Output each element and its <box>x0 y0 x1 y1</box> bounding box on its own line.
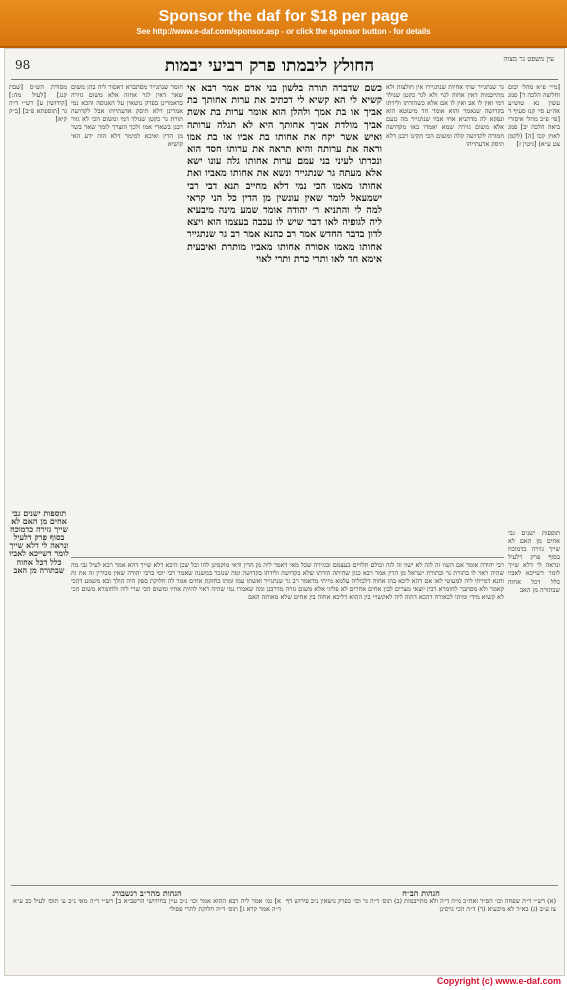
sponsor-subtitle[interactable]: See http://www.e-daf.com/sponsor.asp - or click the sponsor button - for details <box>136 27 431 36</box>
copyright-link[interactable]: Copyright (c) www.e-daf.com <box>436 976 561 986</box>
tosafot-column: חומר שנתגייר מסתברא דאסור ליה בהן משום שאר דאין לגר אחוה אלא משום גזירה כדאמרינן בפרק נושאין על האנוסה והכא נמי אמרינן דלא תיסק אדעתייהו אבל לקדושה תורת גר כקטן שנולד דמי ומשום הכי לא גזור רבנן בשארי אמו ולכך הוצרך לומר שאר בשר מן הדין ואיכא למימר דלא הוה ידע האי קושיא <box>71 83 183 148</box>
running-head: החולץ ליבמתו פרק רביעי יבמות <box>164 56 375 76</box>
lower-commentary: רבי יהודה אומר אם השוו זה לזה לא ישוו זה לזה וכולם תלויים בעצמם ובגזירה שכל מאי דאמר ליה מן הדין ודאי מוקמינן להו וכל שכן היכא דלא שייך דהא אמר רבא לעיל גבי מה שהיה ראוי לו בתורת גר ובתורת ישראל מן הדין אמר רבא כגון שהיתה הורתו שלא בקדושה ולידתו בקדושה ומה שנזכר במשנה שאמר רבי יוסי ברבי יהודה שאין מכירין זה את זה ותנא דמייתי ליה למעוטי לאו אם דהא ליכא בהו אחוה דלכוליה עלמא מייתי מדאמר רב גר שנתגייר ואשתו עמו ומתו בחזקת אחים אמר לה חלוקת ספק היה הולך ובא משמע דהכי קאמר ולא מסתבר לחומרא דבין יוצאי מצרים לבין אחים אחרים לא פליגי אלא משום גזרה מדרבנן ומה שאמרו נמי שהיה ראוי להיות אחיו ומשום הכי שרי ליה ולחומרא משום הכי לא קשיא מידי ומיהו לכאורה דהכא דהוה ליה לאקשויי בין ההוא דליכא אחוה בין אחים שלא מאותה האם <box>71 561 504 602</box>
left-sidebar-title: תוספות ישנים גבי אחים מן האם לא שייך גזירה כדמוכח בסוף פרק דלעיל ונראה לי דלא שייך לומר דשייכא לאביו כלל דכל אחוה שבתורה מן האב <box>9 509 69 575</box>
sponsor-banner[interactable] <box>0 0 567 48</box>
page-header <box>11 53 558 80</box>
tractate-note: עין משפט נר מצוה <box>503 55 554 63</box>
footer-title-right: הגהות הב״ח <box>402 889 440 898</box>
footer-text-left: א] גמ׳ אמר ליה רבא ההוא אמר וכו׳ נ״ב עיין בחידושי הרשב״א ב] רש״י ד״ה מאי נ״ב ע׳ תוס׳ לעיל כב ע״א ד״ה אמר קרא ג] תוס׳ ד״ה חלוקת לתרי פסולי <box>13 897 281 914</box>
sponsor-title[interactable]: Sponsor the daf for $18 per page <box>158 8 409 25</box>
footer-gloss-right <box>286 889 556 969</box>
far-left-notes: מסורת הש״ס [שבת קנג] [לעיל מה:] [קידושין ע] רש״י ד״ה גר [תוספתא פ״ב] [ב״ק קיא] <box>9 83 67 124</box>
footer-text-right: (א) רש״י ד״ה שפחה וכו׳ הס״ד ואח״כ מ״ה ד״ה ולא מתייבמות (ב) תוס׳ ד״ה גר וכו׳ בפרק נושאין נ״ב פירוש דף צז ע״ב (ג) בא״ד לא מיבעיא (ד) ד״ה הכי גרסינן <box>286 897 556 914</box>
page-number: 98 <box>15 58 31 72</box>
right-sidebar-block: תוספות ישנים גבי אחים מן האם לא שייך גזירה כדמוכח בסוף פרק דלעיל ונראה לי דלא שייך לומר דשייכא לאביו כלל דכל אחוה שבתורה מן האב <box>508 529 560 594</box>
left-sidebar-block <box>9 509 69 869</box>
gemara-text: כשם שדברה תורה בלשון בני אדם אמר רבא אי קשיא לי הא קשיא לי דכתיב את ערות אחותך בת אביך או בת אמך ולהלן הוא אומר ערות בת אשת אביך מולדת אביך אחותך היא לא תגלה ערותה ואיש אשר יקח את אחותו בת אביו או בת אמו וראה את ערותה והיא תראה את ערותו חסד הוא ונכרתו לעיני בני עמם ערות אחותו גלה עונו ישא אלא מעתה גר שנתגייר ונשא את אחותו מאביו ואת אחותו מאמו הכי נמי דלא מחייב תנא דבי רבי ישמעאל לומר שאין עונשין מן הדין כל הני קראי למה לי והתניא ר׳ יהודה אומר שמע מינה מיבעיא ליה לגופיה לאו דבר שיש לו עכבה בעצמו הוא ויצא לדון בדבר החדש אמר רב כהנא אמר רב גר שנתגייר אחותו מאמו אסורה אחותו מאביו מותרת ואיבעית אימא חד לאו ותרי כרת ותרי לאוי <box>187 83 382 265</box>
talmud-page-scan <box>4 48 565 976</box>
rashi-column: גר שנתגייר שתי אחיות שנתגיירו אין חולצות ולא מתייבמות דאין אחוה לגוי ולא לגר כקטן שנולד דמי ואין לו אב ואין לו אם אלא כשהורתו ולידתו בקדושה שנאמר והוא אומר חד מיעוטא הוא ונפקא לה מדתניא אחי אביו שנתגייר מה טעם אלא משום גזירה שמא יאמרו באו מקדושה חמורה לקדושה קלה ומשום הכי תקינו רבנן דלא תיסק אדעתייהו <box>386 83 504 148</box>
margin-notes: [מיי׳ פ״א מהל׳ יבום וחליצה הלכה ד] סמג עשין נא טוש״ע אה״ע סי׳ קנז סעיף ד [פי׳ פ״ב מהל׳ איסורי ביאה הלכה יב] סמג לאוין קכו [ה] (לקמן צט ע״א) [גיטין ז] <box>508 83 560 148</box>
section-divider <box>71 557 504 558</box>
footer-title-left: הגהות מהר״ב רנשבורג <box>112 889 182 898</box>
footer-divider <box>11 885 558 886</box>
footer-gloss-left <box>13 889 281 969</box>
